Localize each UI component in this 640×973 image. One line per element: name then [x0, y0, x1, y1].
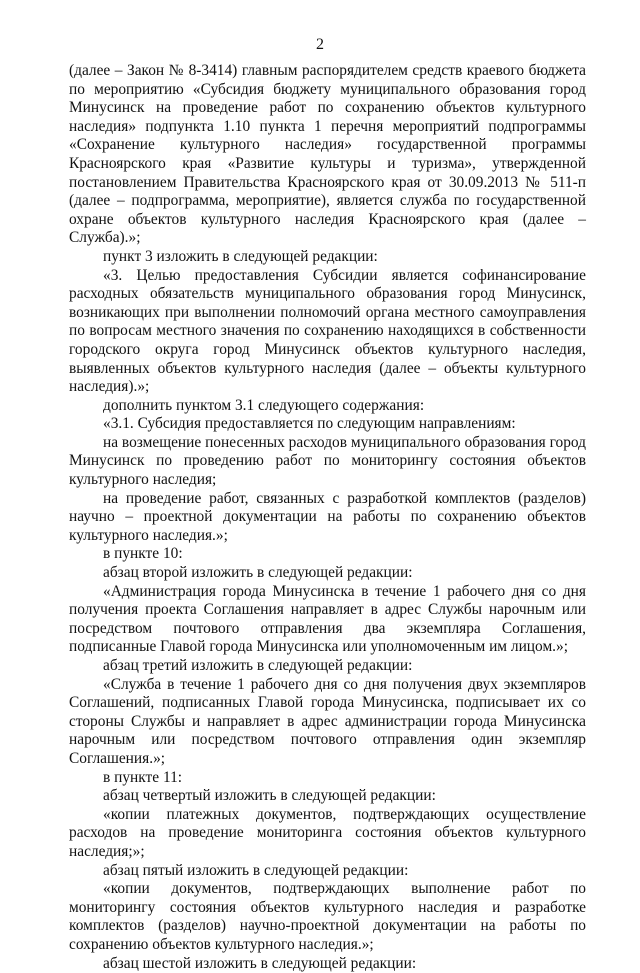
paragraph-point-11-fourth-text: «копии платежных документов, подтверждающих осуществление расходов на проведение мониторинга состояния объектов культурного наследия;»;: [69, 806, 586, 862]
paragraph-point-11-intro: в пункте 11:: [69, 769, 586, 788]
page-number: 2: [0, 36, 640, 54]
paragraph-point-10-intro: в пункте 10:: [69, 545, 586, 564]
paragraph-point-11-sixth-intro: абзац шестой изложить в следующей редакции:: [69, 955, 586, 973]
paragraph-point-11-fifth-text: «копии документов, подтверждающих выполнение работ по мониторингу состояния объектов культурного наследия и разработке комплектов (разделов) научно-проектной документации на работы по сохранению объектов культурного наследия.»;: [69, 880, 586, 954]
paragraph-point-10-third-intro: абзац третий изложить в следующей редакции:: [69, 657, 586, 676]
paragraph-continuation-law: (далее – Закон № 8-3414) главным распорядителем средств краевого бюджета по мероприятию «Субсидия бюджету муниципального образования город Минусинск на проведение работ по сохранению объектов культурного наследия» подпункта 1.10 пункта 1 перечня мероприятий подпрограммы «Сохранение культурного наследия» государственной программы Красноярского края «Развитие культуры и туризма», утвержденной постановлением Правительства Красноярского края от 30.09.2013 № 511-п (далее – подпрограмма, мероприятие), является служба по государственной охране объектов культурного наследия Красноярского края (далее – Служба).»;: [69, 62, 586, 248]
paragraph-point-3-text: «3. Целью предоставления Субсидии является софинансирование расходных обязательств муниципального образования город Минусинск, возникающих при выполнении полномочий органа местного самоуправления по вопросам местного значения по сохранению находящихся в собственности городского округа город Минусинск объектов культурного наследия, выявленных объектов культурного наследия (далее – объекты культурного наследия).»;: [69, 267, 586, 397]
paragraph-point-11-fourth-intro: абзац четвертый изложить в следующей редакции:: [69, 787, 586, 806]
paragraph-point-10-third-text: «Служба в течение 1 рабочего дня со дня получения двух экземпляров Соглашений, подписанных Главой города Минусинска, подписывает их со стороны Службы и направляет в адрес администрации города Минусинска нарочным или посредством почтового отправления один экземпляр Соглашения.»;: [69, 676, 586, 769]
paragraph-direction-monitoring: на возмещение понесенных расходов муниципального образования город Минусинск по проведению работ по мониторингу состояния объектов культурного наследия;: [69, 434, 586, 490]
paragraph-point-10-second-text: «Администрация города Минусинска в течение 1 рабочего дня со дня получения проекта Соглашения направляет в адрес Службы нарочным или посредством почтового отправления два экземпляра Соглашения, подписанные Главой города Минусинска или уполномоченным им лицом.»;: [69, 583, 586, 657]
paragraph-point-11-fifth-intro: абзац пятый изложить в следующей редакции:: [69, 862, 586, 881]
paragraph-point-3-intro: пункт 3 изложить в следующей редакции:: [69, 248, 586, 267]
paragraph-point-3-1-text: «3.1. Субсидия предоставляется по следующим направлениям:: [69, 415, 586, 434]
paragraph-point-3-1-intro: дополнить пунктом 3.1 следующего содержания:: [69, 397, 586, 416]
document-body: [69, 62, 586, 973]
paragraph-direction-documentation: на проведение работ, связанных с разработкой комплектов (разделов) научно – проектной документации на работы по сохранению объектов культурного наследия.»;: [69, 490, 586, 546]
paragraph-point-10-second-intro: абзац второй изложить в следующей редакции:: [69, 564, 586, 583]
